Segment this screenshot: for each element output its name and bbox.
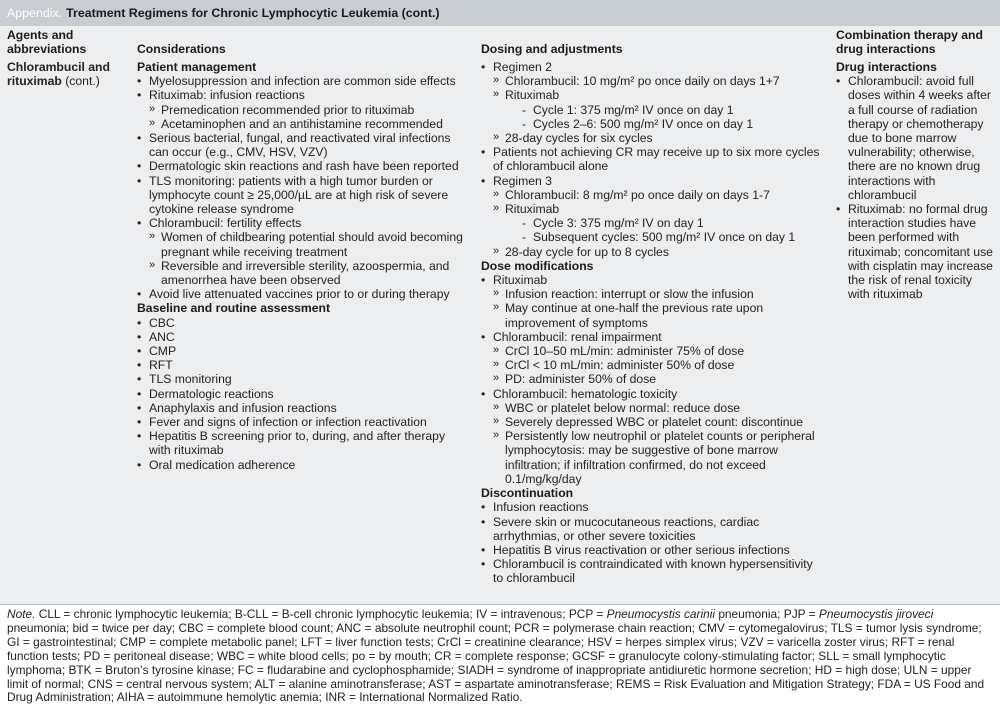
list-item: • Chlorambucil: fertility effects » Women of childbearing potential should avoid becoming pregnant while receiving treatment » Reversible and irreversible sterility, azoospermia, and amenorrhea have been observed: [137, 216, 467, 287]
baseline-heading: Baseline and routine assessment: [137, 301, 331, 316]
list-item: • Avoid live attenuated vaccines prior to or during therapy: [137, 287, 467, 301]
header-agents: Agents and abbreviations: [7, 28, 87, 57]
list-item: • Chlorambucil: avoid full doses within 4 weeks after a full course of radiation therapy or chemotherapy due to bone marrow vulnerability; otherwise, there are no known drug interactions with chlorambucil: [836, 74, 994, 202]
header-considerations: Considerations: [137, 42, 226, 56]
agent-suffix: (cont.): [61, 74, 100, 89]
header-combination: Combination therapy and drug interactions: [836, 28, 983, 57]
list-item: • Hepatitis B screening prior to, during, and after therapy with rituximab: [137, 429, 467, 457]
list-item: » Rituximab - Cycle 3: 375 mg/m² IV on day 1 - Subsequent cycles: 500 mg/m² IV once on day 1: [493, 202, 826, 245]
list-item: » Acetaminophen and an antihistamine recommended: [149, 117, 467, 131]
list-item: » 28-day cycle for up to 8 cycles: [493, 245, 826, 259]
list-item: - Cycle 1: 375 mg/m² IV once on day 1: [519, 103, 826, 117]
discontinuation-heading: Discontinuation: [481, 486, 574, 501]
list-item: » Rituximab - Cycle 1: 375 mg/m² IV once on day 1 - Cycles 2–6: 500 mg/m² IV once on day 1: [493, 88, 826, 131]
list-item: » Severely depressed WBC or platelet count: discontinue: [493, 415, 826, 429]
list-item: • Infusion reactions: [481, 500, 826, 514]
note-label: Note.: [7, 607, 36, 621]
agents-column: [7, 60, 129, 88]
table-note: [0, 604, 1000, 723]
list-item: • Oral medication adherence: [137, 458, 467, 472]
list-item: » Reversible and irreversible sterility, azoospermia, and amenorrhea have been observed: [149, 259, 467, 287]
list-item: • Hepatitis B virus reactivation or other serious infections: [481, 543, 826, 557]
list-item: • Rituximab: infusion reactions » Premedication recommended prior to rituximab » Acetaminophen and an antihistamine recommended: [137, 88, 467, 131]
note-text: CLL = chronic lymphocytic leukemia; B-CLL = B-cell chronic lymphocytic leukemia; IV = intravenous; PCP =: [35, 607, 607, 621]
list-item: • TLS monitoring: [137, 372, 467, 386]
table-title: Treatment Regimens for Chronic Lymphocytic Leukemia (cont.): [66, 6, 440, 20]
patient-management-heading: Patient management: [137, 60, 257, 74]
considerations-column: [137, 60, 467, 472]
list-item: • Chlorambucil is contraindicated with known hypersensitivity to chlorambucil: [481, 557, 826, 585]
interactions-column: [836, 60, 994, 301]
list-item: - Cycle 3: 375 mg/m² IV on day 1: [519, 216, 826, 230]
list-item: » Chlorambucil: 8 mg/m² po once daily on days 1-7: [493, 188, 826, 202]
note-italic-term: Pneumocystis jiroveci: [818, 607, 934, 621]
drug-interactions-heading: Drug interactions: [836, 60, 937, 74]
list-item: » CrCl 10–50 mL/min: administer 75% of dose: [493, 344, 826, 358]
list-item: » Persistently low neutrophil or platelet counts or peripheral lymphocytosis: may be suggestive of bone marrow infiltration; if infiltration confirmed, do not exceed 0.1/mg/kg/day: [493, 429, 826, 486]
list-item: • Regimen 2 » Chlorambucil: 10 mg/m² po once daily on days 1+7 » Rituximab - Cycle 1: 375 mg/m² IV once on day 1 - Cycles 2–6: 500 mg/m² IV once on day 1 » 28-day cycles for six cycles: [481, 60, 826, 145]
list-item: - Cycles 2–6: 500 mg/m² IV once on day 1: [519, 117, 826, 131]
list-item: » Infusion reaction: interrupt or slow the infusion: [493, 287, 826, 301]
list-item: • RFT: [137, 358, 467, 372]
table-title-bar: [0, 0, 1000, 26]
note-text: pneumonia; PJP =: [715, 607, 819, 621]
list-item: - Subsequent cycles: 500 mg/m² IV once on day 1: [519, 230, 826, 244]
list-item: • ANC: [137, 330, 467, 344]
list-item: » Premedication recommended prior to rituximab: [149, 103, 467, 117]
note-italic-term: Pneumocystis carinii: [606, 607, 716, 621]
list-item: » Women of childbearing potential should avoid becoming pregnant while receiving treatment: [149, 230, 467, 258]
list-item: » CrCl < 10 mL/min: administer 50% of dose: [493, 358, 826, 372]
list-item: • Patients not achieving CR may receive up to six more cycles of chlorambucil alone: [481, 145, 826, 173]
list-item: » Chlorambucil: 10 mg/m² po once daily on days 1+7: [493, 74, 826, 88]
list-item: • Rituximab » Infusion reaction: interrupt or slow the infusion » May continue at one-half the previous rate upon improvement of symptoms: [481, 273, 826, 330]
list-item: • Chlorambucil: renal impairment » CrCl 10–50 mL/min: administer 75% of dose » CrCl < 10 mL/min: administer 50% of dose » PD: administer 50% of dose: [481, 330, 826, 387]
list-item: • Severe skin or mucocutaneous reactions, cardiac arrhythmias, or other severe toxicities: [481, 515, 826, 543]
list-item: » 28-day cycles for six cycles: [493, 131, 826, 145]
list-item: • Serious bacterial, fungal, and reactivated viral infections can occur (e.g., CMV, HSV, VZV): [137, 131, 467, 159]
header-dosing: Dosing and adjustments: [481, 42, 623, 56]
list-item: • Regimen 3 » Chlorambucil: 8 mg/m² po once daily on days 1-7 » Rituximab - Cycle 3: 375 mg/m² IV on day 1 - Subsequent cycles: 500 mg/m² IV once on day 1 » 28-day cycle for up to 8 cycles: [481, 174, 826, 259]
list-item: • Dermatologic skin reactions and rash have been reported: [137, 159, 467, 173]
list-item: • TLS monitoring: patients with a high tumor burden or lymphocyte count ≥ 25,000/µL are at high risk of severe cytokine release syndrome: [137, 174, 467, 217]
list-item: • Rituximab: no formal drug interaction studies have been performed with rituximab; concomitant use with cisplatin may increase the risk of renal toxicity with rituximab: [836, 202, 994, 301]
list-item: » May continue at one-half the previous rate upon improvement of symptoms: [493, 301, 826, 329]
list-item: » PD: administer 50% of dose: [493, 372, 826, 386]
list-item: • Anaphylaxis and infusion reactions: [137, 401, 467, 415]
list-item: • Chlorambucil: hematologic toxicity » WBC or platelet below normal: reduce dose » Severely depressed WBC or platelet count: discontinue » Persistently low neutrophil or platelet counts or peripheral lymphocytosis: may be suggestive of bone marrow infiltration; if infiltration confirmed, do not exceed 0.1/mg/kg/day: [481, 387, 826, 486]
list-item: • Fever and signs of infection or infection reactivation: [137, 415, 467, 429]
appendix-label: Appendix.: [7, 6, 63, 20]
list-item: • Myelosuppression and infection are common side effects: [137, 74, 467, 88]
list-item: • Dermatologic reactions: [137, 387, 467, 401]
note-text: pneumonia; bid = twice per day; CBC = complete blood count; ANC = absolute neutrophil count; PCR = polymerase chain reaction; CMV = cytomegalovirus; TLS = tumor lysis syndrome; GI = gastrointestinal; CMP = complete metabolic panel; LFT = liver function tests; CrCl = creatinine clearance; HSV = herpes simplex virus; VZV = varicella zoster virus; RFT = renal function tests; PD = peritoneal disease; WBC = white blood cells; po = by mouth; CR = complete response; GCSF = granulocyte colony-stimulating factor; SLL = small lymphocytic lymphoma; BTK = Bruton’s tyrosine kinase; FC = fludarabine and cyclophosphamide; SIADH = syndrome of inappropriate antidiuretic hormone secretion; HD = high dose; ULN = upper limit of normal; CNS = central nervous system; ALT = alanine aminotransferase; AST = aspartate aminotransferase; REMS = Risk Evaluation and Mitigation Strategy; FDA = US Food and Drug Administration; AIHA = autoimmune hemolytic anemia; INR = International Normalized Ratio.: [7, 620, 985, 705]
dose-modifications-heading: Dose modifications: [481, 258, 594, 273]
list-item: • CBC: [137, 316, 467, 330]
list-item: » WBC or platelet below normal: reduce dose: [493, 401, 826, 415]
table-body: [0, 26, 1000, 604]
agent-name: Chlorambucil and rituximab: [7, 60, 110, 89]
dosing-column: [481, 60, 826, 586]
list-item: • CMP: [137, 344, 467, 358]
